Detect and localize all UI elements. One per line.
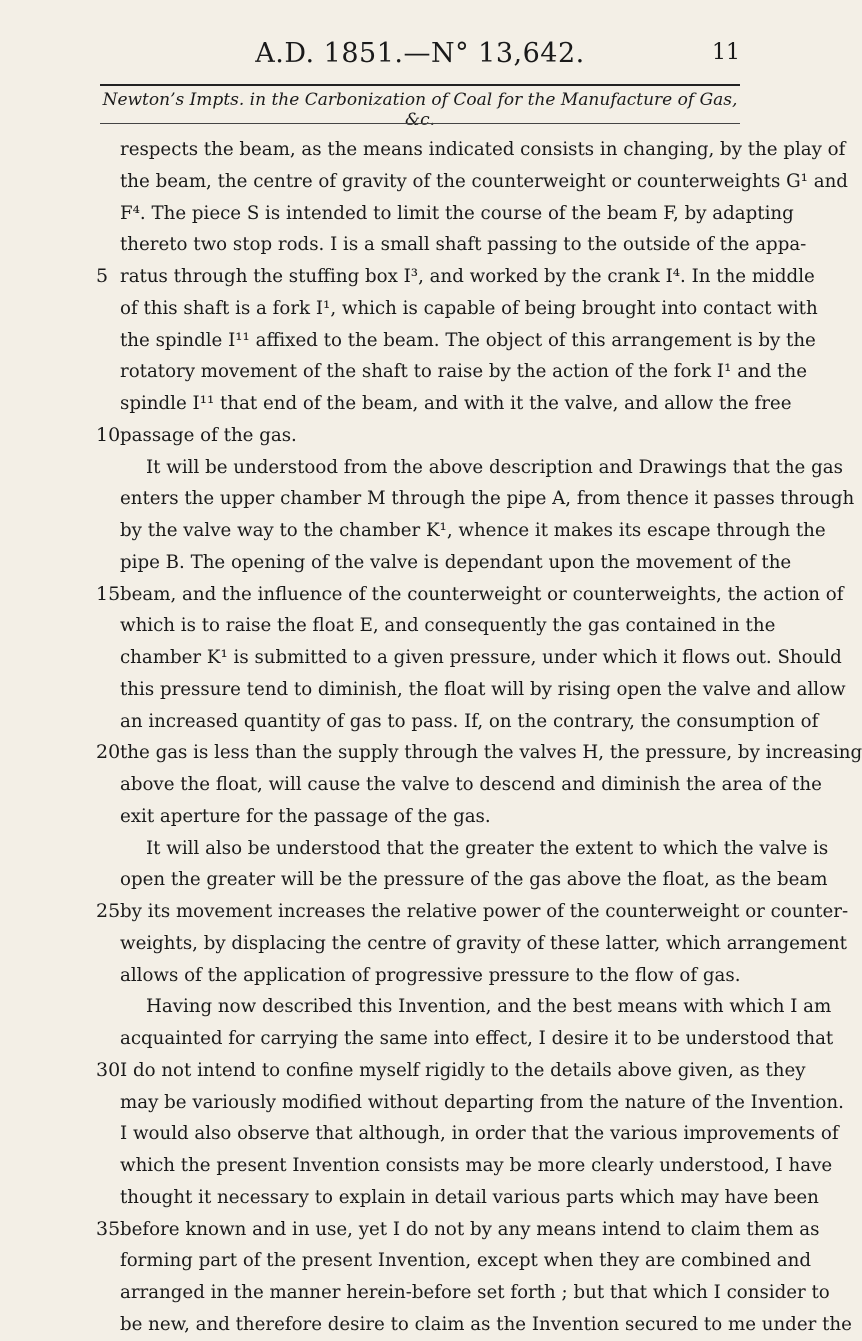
- text-line: this pressure tend to diminish, the float will by rising open the valve and allow: [120, 678, 846, 700]
- text-line: I would also observe that although, in order that the various improvements of: [120, 1123, 839, 1145]
- text-line: forming part of the present Invention, except when they are combined and: [120, 1250, 811, 1272]
- text-line: the spindle I¹¹ affixed to the beam. The object of this arrangement is by the: [120, 329, 816, 351]
- text-line: F⁴. The piece S is intended to limit the course of the beam F, by adapting: [120, 202, 794, 224]
- line-number: 10: [96, 423, 121, 446]
- text-line: which the present Invention consists may be more clearly understood, I have: [120, 1155, 833, 1176]
- text-line: It will be understood from the above description and Drawings that the gas: [146, 456, 843, 478]
- running-title-rule: [100, 123, 740, 124]
- text-line: chamber K¹ is submitted to a given pressure, under which it flows out. Should: [120, 647, 842, 668]
- text-line: by its movement increases the relative power of the counterweight or counter-: [120, 901, 849, 922]
- text-line: thereto two stop rods. I is a small shaft passing to the outside of the appa-: [120, 234, 807, 256]
- line-number: 30: [96, 1058, 121, 1081]
- text-line: be new, and therefore desire to claim as the Invention secured to me under the: [120, 1313, 852, 1335]
- text-line: allows of the application of progressive pressure to the flow of gas.: [120, 964, 741, 986]
- line-number: 20: [96, 741, 121, 764]
- page-number: 11: [712, 40, 740, 65]
- text-line: I do not intend to confine myself rigidly to the details above given, as they: [120, 1059, 806, 1081]
- text-line: weights, by displacing the centre of gravity of these latter, which arrangement: [120, 932, 847, 954]
- text-line: ratus through the stuffing box I³, and worked by the crank I⁴. In the middle: [120, 266, 815, 287]
- text-line: by the valve way to the chamber K¹, whence it makes its escape through the: [120, 520, 826, 541]
- line-number: 5: [96, 265, 109, 287]
- text-line: spindle I¹¹ that end of the beam, and with it the valve, and allow the free: [120, 393, 792, 414]
- page-title: A.D. 1851.—N° 13,642.: [255, 38, 585, 69]
- text-line: which is to raise the float E, and consequently the gas contained in the: [120, 615, 776, 637]
- text-line: enters the upper chamber M through the pipe A, from thence it passes through: [120, 488, 855, 510]
- text-line: passage of the gas.: [120, 424, 297, 446]
- text-line: respects the beam, as the means indicated consists in changing, by the play of: [120, 139, 846, 160]
- text-line: It will also be understood that the greater the extent to which the valve is: [146, 837, 829, 859]
- text-line: the gas is less than the supply through the valves H, the pressure, by increasing: [120, 742, 862, 764]
- text-line: above the float, will cause the valve to descend and diminish the area of the: [120, 774, 822, 795]
- text-line: open the greater will be the pressure of the gas above the float, as the beam: [120, 869, 828, 891]
- text-line: beam, and the influence of the counterweight or counterweights, the action of: [120, 583, 844, 605]
- line-number: 25: [96, 900, 121, 922]
- text-line: pipe B. The opening of the valve is dependant upon the movement of the: [120, 551, 792, 573]
- text-line: rotatory movement of the shaft to raise by the action of the fork I¹ and the: [120, 361, 807, 383]
- body-text: [120, 134, 862, 1341]
- text-line: thought it necessary to explain in detail various parts which may have been: [120, 1186, 819, 1208]
- line-number: 15: [96, 582, 121, 605]
- line-number: 35: [96, 1217, 121, 1240]
- page-header: [100, 38, 740, 78]
- text-line: may be variously modified without departing from the nature of the Invention.: [120, 1091, 844, 1113]
- text-line: Having now described this Invention, and the best means with which I am: [146, 996, 832, 1018]
- text-line: an increased quantity of gas to pass. If, on the contrary, the consumption of: [120, 710, 819, 732]
- header-rule: [100, 84, 740, 86]
- running-title: Newton’s Impts. in the Carbonization of Coal for the Manufacture of Gas, &c.: [102, 90, 738, 130]
- text-line: before known and in use, yet I do not by any means intend to claim them as: [120, 1218, 820, 1240]
- text-line: acquainted for carrying the same into effect, I desire it to be understood that: [120, 1028, 834, 1049]
- text-line: of this shaft is a fork I¹, which is capable of being brought into contact with: [120, 297, 818, 319]
- text-line: arranged in the manner herein-before set forth ; but that which I consider to: [120, 1282, 830, 1303]
- text-line: the beam, the centre of gravity of the counterweight or counterweights G¹ and: [120, 170, 848, 192]
- text-line: exit aperture for the passage of the gas.: [120, 805, 491, 827]
